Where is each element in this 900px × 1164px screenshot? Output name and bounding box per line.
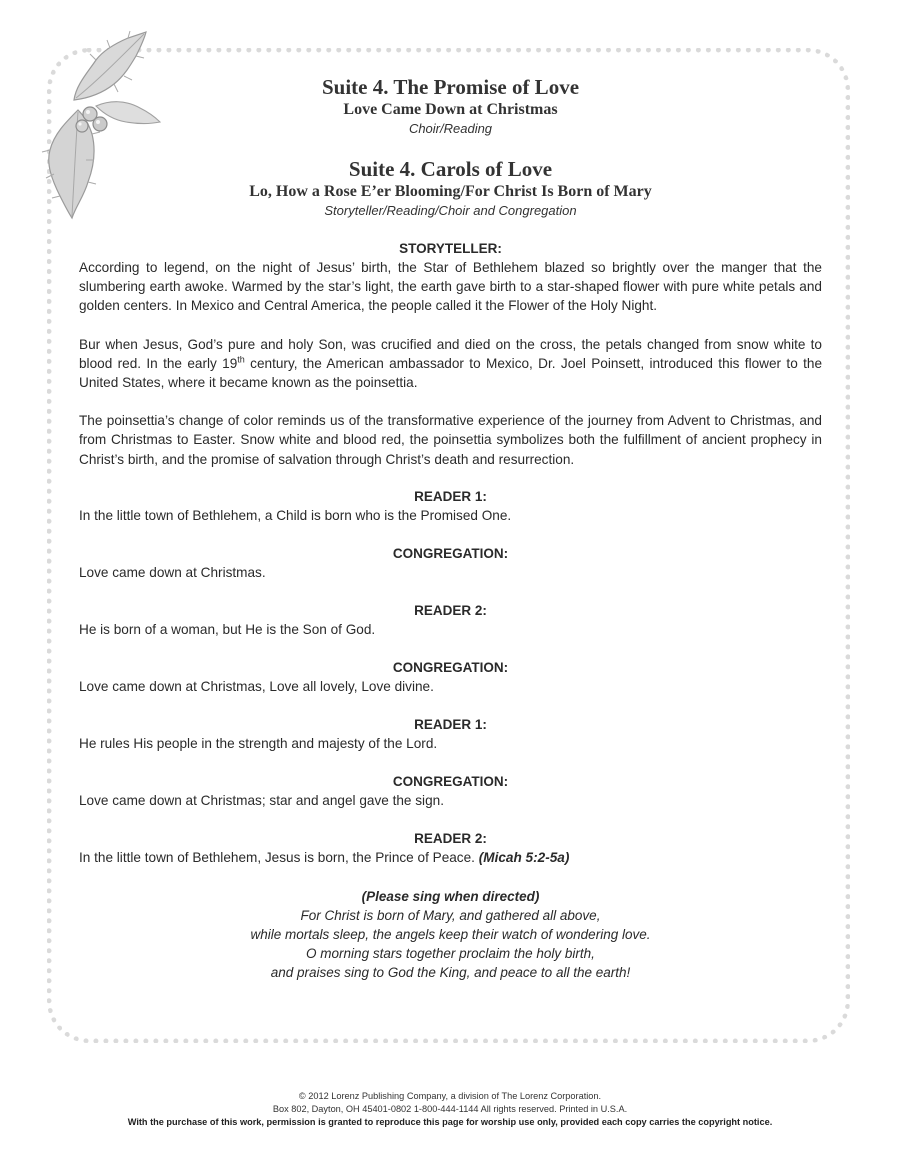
suite-byline-1: Choir/Reading [408, 121, 493, 136]
suite-byline-2: Storyteller/Reading/Choir and Congregation [324, 203, 577, 218]
speaker-line [79, 848, 822, 867]
suite-title-2: Suite 4. Carols of Love [348, 157, 553, 181]
exchange-block [79, 659, 822, 696]
footer-line-1: © 2012 Lorenz Publishing Company, a division of The Lorenz Corporation. [298, 1091, 602, 1101]
suite-title-1: Suite 4. The Promise of Love [321, 75, 580, 99]
p2-start: Bur when Jesus, God’s pure and holy Son, was crucified and died on the cross, the petals changed from snow white to blood red. In the early 19 [79, 336, 822, 371]
speaker-label: CONGREGATION: [392, 773, 509, 789]
storyteller-paragraph-1: According to legend, on the night of Jesus’ birth, the Star of Bethlehem blazed so brightly over the manger that the slumbering earth awoke. Warmed by the star’s light, the earth gave birth to a star-shaped flower with pure white petals and golden centers. In Mexico and Central America, the people called it the Flower of the Holy Night. [79, 260, 822, 314]
speaker-line: He is born of a woman, but He is the Son of God. [79, 621, 376, 637]
speaker-label: READER 2: [414, 602, 487, 618]
speaker-line: In the little town of Bethlehem, a Child is born who is the Promised One. [79, 507, 512, 523]
p2-superscript: th [237, 354, 245, 365]
speaker-line: Love came down at Christmas, Love all lovely, Love divine. [79, 678, 434, 694]
footer-permission-notice: With the purchase of this work, permission is granted to reproduce this page for worship use only, provided each copy carries the copyright notice. [127, 1117, 773, 1127]
speaker-line-text: In the little town of Bethlehem, Jesus is born, the Prince of Peace. [79, 849, 475, 865]
speaker-label: CONGREGATION: [392, 659, 509, 675]
song-line: and praises sing to God the King, and peace to all the earth! [270, 964, 631, 980]
song-line: O morning stars together proclaim the holy birth, [306, 945, 595, 961]
speaker-label: READER 2: [414, 830, 487, 846]
speaker-label: READER 1: [414, 716, 487, 732]
scripture-reference: (Micah 5:2-5a) [478, 849, 570, 865]
page-content [79, 74, 822, 982]
storyteller-label: STORYTELLER: [399, 241, 502, 256]
speaker-label: READER 1: [414, 488, 487, 504]
footer-line-2: Box 802, Dayton, OH 45401-0802 1-800-444-1144 All rights reserved. Printed in U.S.A. [272, 1104, 628, 1114]
suite-subtitle-2: Lo, How a Rose E’er Blooming/For Christ Is Born of Mary [249, 183, 652, 200]
song-line: while mortals sleep, the angels keep their watch of wondering love. [250, 926, 651, 942]
exchange-block [79, 773, 822, 810]
p2-end: century, the American ambassador to Mexico, Dr. Joel Poinsett, introduced this flower to the United States, where it became known as the poinsettia. [79, 355, 823, 391]
speaker-label: CONGREGATION: [392, 545, 509, 561]
speaker-line: He rules His people in the strength and majesty of the Lord. [79, 735, 438, 751]
speaker-line: Love came down at Christmas; star and angel gave the sign. [79, 792, 444, 808]
exchange-block [79, 602, 822, 639]
song-block [79, 887, 822, 982]
exchange-block [79, 830, 822, 867]
exchange-block [79, 545, 822, 582]
exchange-block [79, 716, 822, 753]
suite-subtitle-1: Love Came Down at Christmas [343, 101, 558, 118]
song-line: For Christ is born of Mary, and gathered all above, [300, 907, 601, 923]
storyteller-paragraph-2 [79, 335, 822, 393]
song-heading: (Please sing when directed) [361, 888, 540, 904]
exchange-block [79, 488, 822, 525]
speaker-line: Love came down at Christmas. [79, 564, 266, 580]
storyteller-paragraph-3: The poinsettia’s change of color reminds us of the transformative experience of the journey from Advent to Christmas, and from Christmas to Easter. Snow white and blood red, the poinsettia symbolizes both the fulfillment of ancient prophecy in Christ’s birth, and the promise of salvation through Christ’s death and resurrection. [79, 413, 822, 467]
copyright-footer [0, 1090, 900, 1129]
